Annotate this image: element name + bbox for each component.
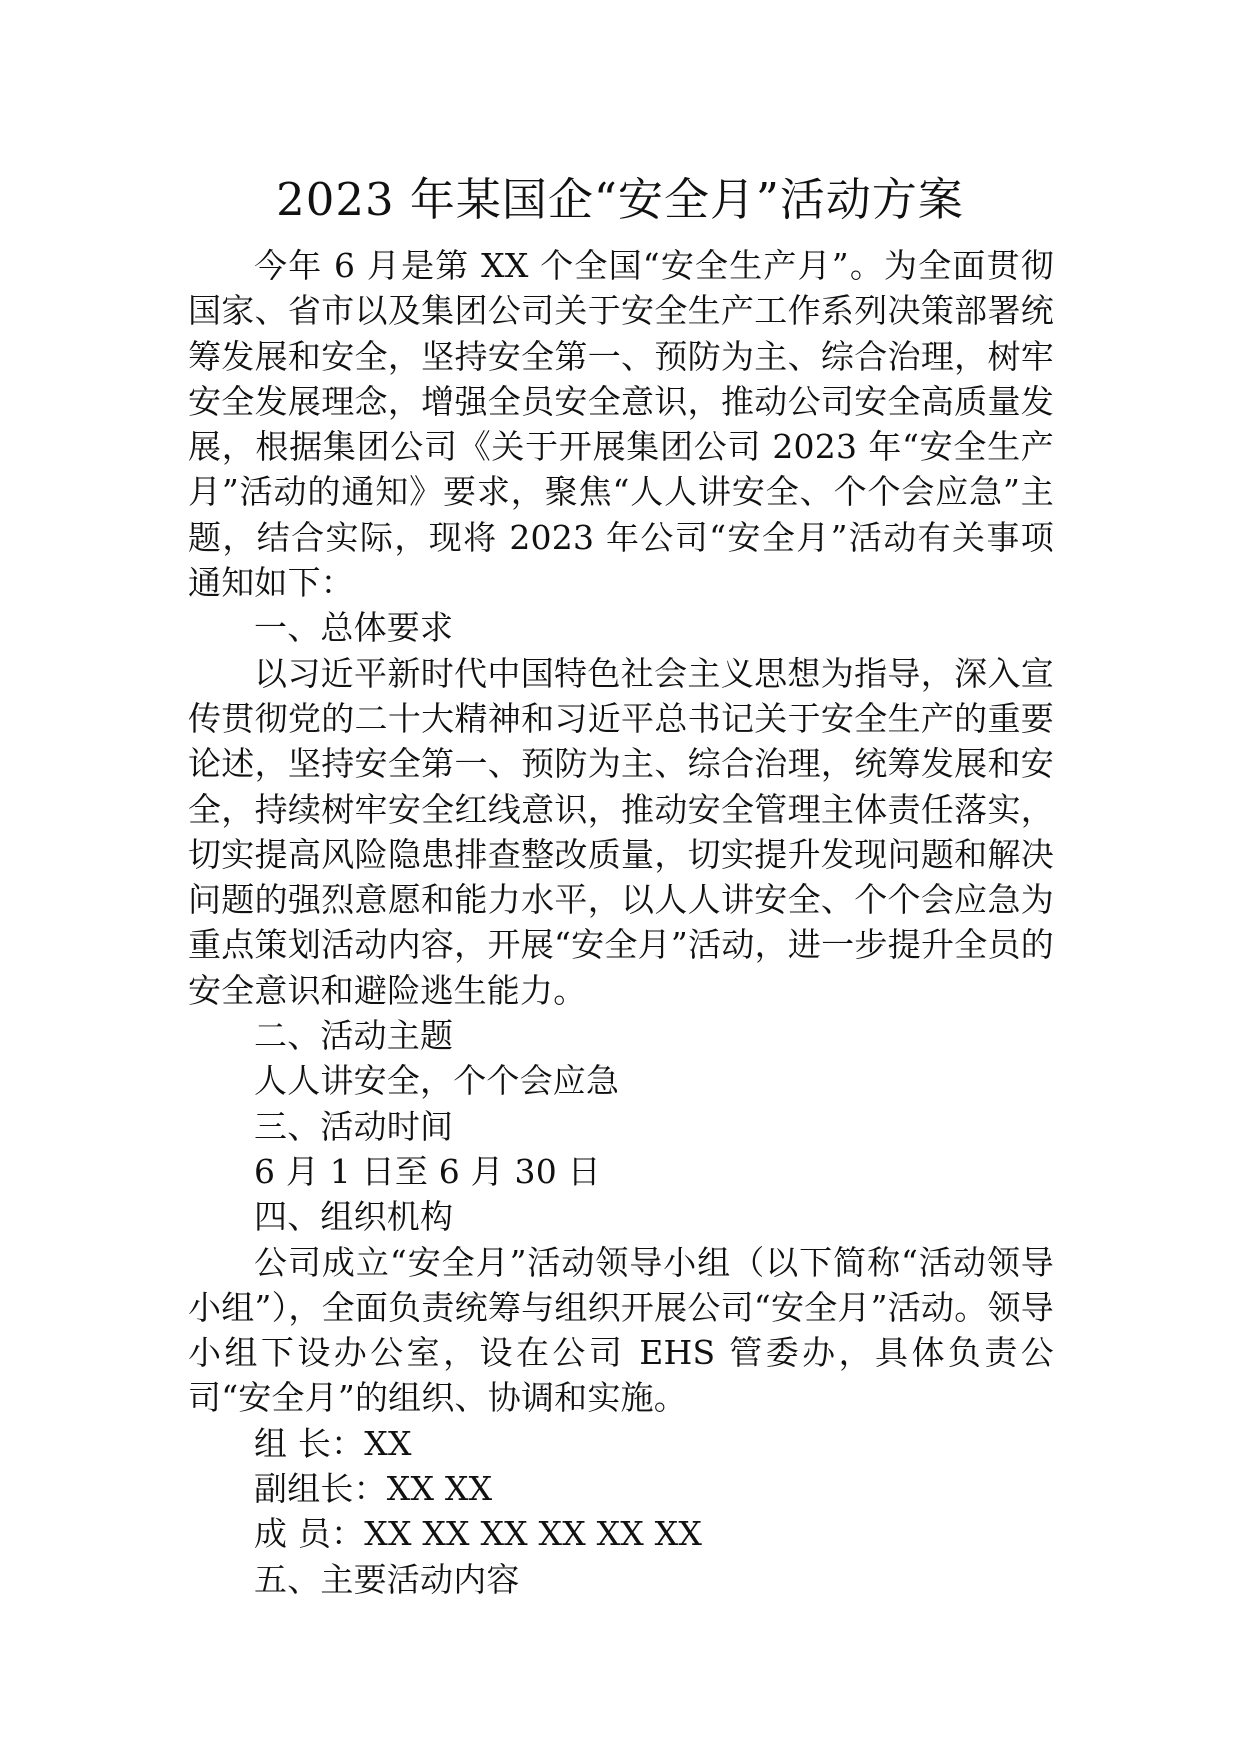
organization-members: 成 员：XX XX XX XX XX XX bbox=[254, 1514, 703, 1554]
activity-theme-text: 人人讲安全，个个会应急 bbox=[254, 1061, 620, 1101]
general-requirements-paragraph: 以习近平新时代中国特色社会主义思想为指导，深入宣传贯彻党的二十大精神和习近平总书记关于安全生产的重要论述，坚持安全第一、预防为主、综合治理，统筹发展和安全，持续树牢安全红线意识，推动安全管理主体责任落实，切实提高风险隐患排查整改质量，切实提升发现问题和解决问题的强烈意愿和能力水平，以人人讲安全、个个会应急为重点策划活动内容，开展“安全月”活动，进一步提升全员的安全意识和避险逃生能力。 bbox=[188, 653, 1054, 1010]
activity-time-text: 6 月 1 日至 6 月 30 日 bbox=[254, 1151, 601, 1191]
section-heading-activity-theme: 二、活动主题 bbox=[254, 1016, 454, 1056]
document-body bbox=[188, 243, 1054, 1602]
organization-paragraph: 公司成立“安全月”活动领导小组（以下简称“活动领导小组”），全面负责统筹与组织开展公司“安全月”活动。领导小组下设办公室，设在公司 EHS 管委办，具体负责公司“安全月”的组织、协调和实施。 bbox=[188, 1242, 1054, 1418]
section-heading-organization: 四、组织机构 bbox=[254, 1197, 454, 1237]
organization-deputy: 副组长：XX XX bbox=[254, 1469, 493, 1509]
organization-leader: 组 长：XX bbox=[254, 1423, 412, 1463]
section-heading-general-requirements: 一、总体要求 bbox=[254, 608, 454, 648]
section-heading-main-activities: 五、主要活动内容 bbox=[254, 1559, 520, 1599]
intro-paragraph: 今年 6 月是第 XX 个全国“安全生产月”。为全面贯彻国家、省市以及集团公司关于安全生产工作系列决策部署统筹发展和安全，坚持安全第一、预防为主、综合治理，树牢安全发展理念，增强全员安全意识，推动公司安全高质量发展，根据集团公司《关于开展集团公司 2023 年“安全生产月”活动的通知》要求，聚焦“人人讲安全、个个会应急”主题，结合实际，现将 2023 年公司“安全月”活动有关事项通知如下： bbox=[188, 246, 1054, 603]
document-title: 2023 年某国企“安全月”活动方案 bbox=[276, 173, 964, 226]
section-heading-activity-time: 三、活动时间 bbox=[254, 1106, 454, 1146]
